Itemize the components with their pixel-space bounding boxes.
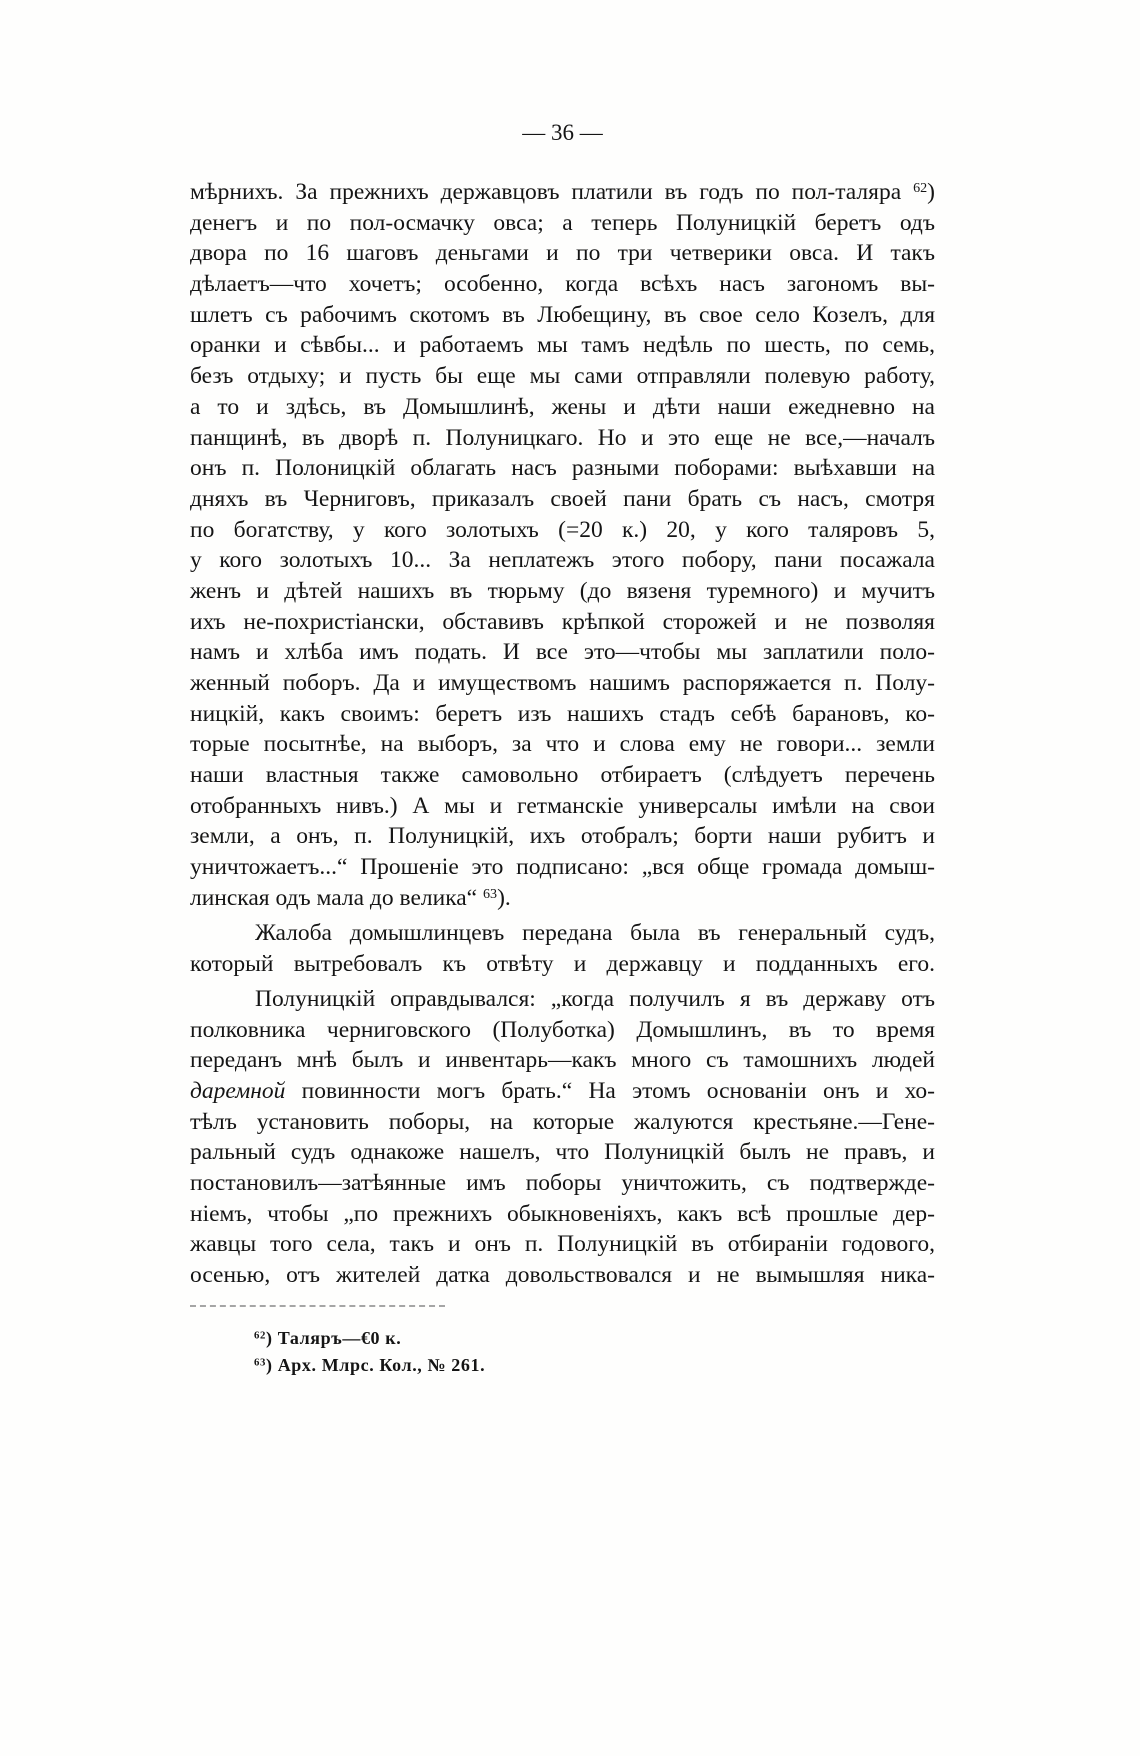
text-line: ніемъ, чтобы „по прежнихъ обыкновеніяхъ, какъ всѣ прошлые дер- — [190, 1200, 935, 1227]
text-line: а то и здѣсь, въ Домышлинѣ, жены и дѣти наши ежедневно на — [190, 393, 935, 420]
footnote-number: 62 — [254, 1329, 266, 1342]
text-line: ницкій, какъ своимъ: беретъ изъ нашихъ стадъ себѣ барановъ, ко- — [190, 700, 935, 727]
text-line: дѣлаетъ—что хочетъ; особенно, когда всѣхъ насъ загономъ вы- — [190, 271, 935, 298]
text-line: уничтожаетъ...“ Прошеніе это подписано: „вся обще громада домыш- — [190, 854, 935, 881]
footnote-ref-closing: ) — [927, 179, 935, 205]
text-line: двора по 16 шаговъ деньгами и по три четверики овса. И такъ — [190, 240, 935, 267]
text-line: наши властныя также самовольно отбираетъ (слѣдуетъ перечень — [190, 762, 935, 789]
footnote-ref-closing: ). — [497, 884, 511, 911]
footnote-separator — [190, 1305, 445, 1307]
text-line: переданъ мнѣ былъ и инвентарь—какъ много съ тамошнихъ людей — [190, 1047, 935, 1074]
text-line: полковника черниговского (Полуботка) Домышлинъ, въ то время — [190, 1016, 935, 1043]
line-text: линская одъ мала до велика“ — [190, 884, 478, 911]
body-text — [190, 177, 935, 1291]
text-line: жавцы того села, такъ и онъ п. Полуницкій въ отбираніи годового, — [190, 1231, 935, 1258]
text-line: шлетъ съ рабочимъ скотомъ въ Любещину, въ свое село Козелъ, для — [190, 301, 935, 328]
text-line: отобранныхъ нивъ.) А мы и гетманскіе универсалы имѣли на свои — [190, 792, 935, 819]
footnote-62 — [254, 1325, 485, 1352]
text-line: оранки и сѣвбы... и работаемъ мы тамъ недѣль по шесть, по семь, — [190, 332, 935, 359]
text-line — [190, 1076, 935, 1107]
footnote-text: ) Арх. Млрс. Кол., № 261. — [266, 1355, 486, 1375]
footnotes — [254, 1325, 485, 1379]
text-line: осенью, отъ жителей датка довольствовался и не вымышляя ника- — [190, 1262, 935, 1289]
text-line: ральный судъ однакоже нашелъ, что Полуницкій былъ не правъ, и — [190, 1139, 935, 1166]
paragraph-2 — [190, 918, 935, 979]
text-line: по богатству, у кого золотыхъ (=20 к.) 20, у кого таляровъ 5, — [190, 516, 935, 543]
footnote-ref-62: 62 — [913, 179, 928, 196]
text-line: торые посытнѣе, на выборъ, за что и слова ему не говори... земли — [190, 731, 935, 758]
line-text: повинности могъ брать.“ На этомъ основаніи онъ и хо- — [301, 1077, 935, 1104]
italic-word: даремной — [190, 1077, 286, 1104]
text-line: денегъ и по пол-осмачку овса; а теперь Полуницкій беретъ одъ — [190, 209, 935, 236]
text-line — [190, 177, 935, 208]
text-line: дняхъ въ Черниговъ, приказалъ своей пани брать съ насъ, смотря — [190, 485, 935, 512]
text-line: безъ отдыху; и пусть бы еще мы сами отправляли полевую работу, — [190, 363, 935, 390]
text-line: намъ и хлѣба имъ подать. И все это—чтобы мы заплатили поло- — [190, 639, 935, 666]
text-line: который вытребовалъ къ отвѣту и державцу и подданныхъ его. — [190, 950, 935, 977]
text-line: у кого золотыхъ 10... За неплатежъ этого побору, пани посажала — [190, 547, 935, 574]
footnote-ref-63: 63 — [483, 885, 498, 902]
page-number: — 36 — — [522, 120, 603, 145]
line-text: мѣрнихъ. За прежнихъ державцовъ платили въ годъ по пол-таляра — [190, 179, 902, 205]
text-line: земли, а онъ, п. Полуницкій, ихъ отобралъ; борти наши рубитъ и — [190, 823, 935, 850]
text-line: панщинѣ, въ дворѣ п. Полуницкаго. Но и это еще не все,—началъ — [190, 424, 935, 451]
footnote-63 — [254, 1352, 485, 1379]
paragraph-1 — [190, 177, 935, 914]
text-line: Жалоба домышлинцевъ передана была въ генеральный судъ, — [255, 920, 935, 946]
text-line: женный поборъ. Да и имуществомъ нашимъ распоряжается п. Полу- — [190, 670, 935, 696]
text-line: Полуницкій оправдывался: „когда получилъ я въ державу отъ — [255, 985, 935, 1012]
text-line: ихъ не-похристіански, обставивъ крѣпкой сторожей и не позволяя — [190, 608, 935, 635]
text-line: онъ п. Полоницкій облагать насъ разными поборами: выѣхавши на — [190, 455, 935, 482]
footnote-text: ) Таляръ—€0 к. — [266, 1328, 402, 1348]
text-line: постановилъ—затѣянные имъ поборы уничтожить, съ подтвержде- — [190, 1170, 935, 1196]
text-line: тѣлъ установить поборы, на которые жалуются крестьяне.—Гене- — [190, 1108, 935, 1135]
paragraph-3 — [190, 984, 935, 1291]
footnote-number: 63 — [254, 1356, 266, 1369]
text-line — [190, 883, 935, 914]
text-line: женъ и дѣтей нашихъ въ тюрьму (до вязеня туремного) и мучитъ — [190, 577, 935, 604]
